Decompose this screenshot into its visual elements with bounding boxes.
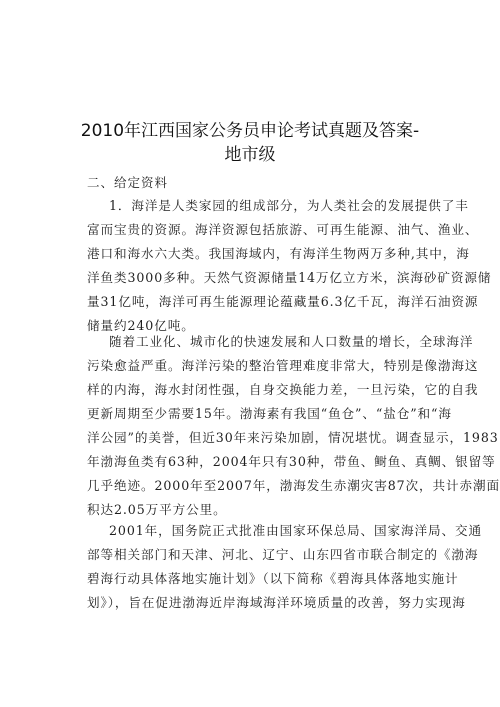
paragraph-line: 几乎绝迹。2000年至2007年，渤海发生赤潮灾害87次，共计赤潮面: [87, 478, 500, 493]
document-title-line-1: 2010年江西国家公务员申论考试真题及答案-: [80, 121, 420, 141]
paragraph-line: 样的内海，海水封闭性强，自身交换能力差，一旦污染，它的自我: [87, 382, 479, 397]
document-title-line-2: 地市级: [224, 145, 276, 165]
paragraph-line: 年渤海鱼类有63种，2004年只有30种，带鱼、鲥鱼、真鲷、银留等: [87, 454, 496, 469]
paragraph-1: [87, 194, 492, 338]
paragraph-line: 更新周期至少需要15年。渤海素有我国“鱼仓”、“盐仓”和“海: [87, 406, 452, 421]
paragraph-line: 港口和海水六大类。我国海域内，有海洋生物两万多种,其中，海: [87, 246, 470, 261]
paragraph-line: 洋鱼类3000多种。天然气资源储量14万亿立方米，滨海砂矿资源储: [87, 270, 492, 285]
paragraph-line: 随着工业化、城市化的快速发展和人口数量的增长，全球海洋: [109, 334, 474, 349]
paragraph-line: 储量约240亿吨。: [87, 318, 195, 333]
paragraph-line: 量31亿吨，海洋可再生能源理论蕴藏量6.3亿千瓦，海洋石油资源: [87, 294, 479, 309]
section-heading: 二、给定资料: [87, 175, 169, 190]
paragraph-line: 2001年，国务院正式批准由国家环保总局、国家海洋局、交通: [109, 523, 482, 538]
paragraph-line: 划》），旨在促进渤海近岸海域海洋环境质量的改善，努力实现海: [87, 595, 466, 610]
paragraph-2: [87, 330, 500, 522]
paragraph-line: 洋公园”的美誉，但近30年来污染加剧，情况堪忧。调查显示，1983: [87, 430, 499, 445]
paragraph-line: 1．海洋是人类家园的组成部分，为人类社会的发展提供了丰: [109, 198, 469, 213]
paragraph-line: 部等相关部门和天津、河北、辽宁、山东四省市联合制定的《渤海: [87, 547, 479, 562]
paragraph-line: 碧海行动具体落地实施计划》（以下简称《碧海具体落地实施计: [87, 571, 459, 586]
paragraph-line: 富而宝贵的资源。海洋资源包括旅游、可再生能源、油气、渔业、: [87, 222, 479, 237]
paragraph-line: 积达2.05万平方公里。: [87, 502, 227, 517]
paragraph-3: [87, 519, 482, 615]
paragraph-line: 污染愈益严重。海洋污染的整治管理难度非常大，特别是像渤海这: [87, 358, 479, 373]
